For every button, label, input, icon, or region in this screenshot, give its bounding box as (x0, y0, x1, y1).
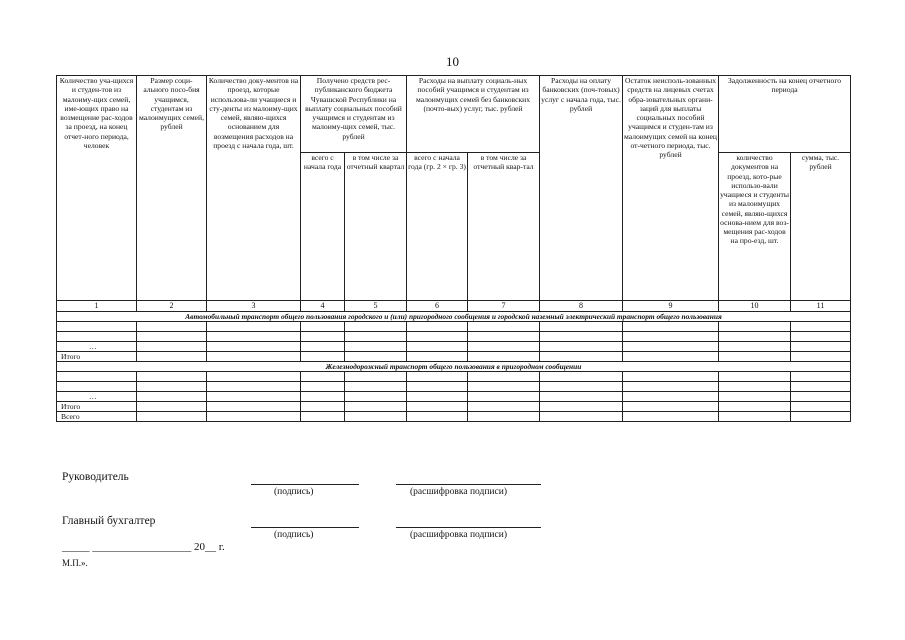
accountant-decode-line[interactable] (396, 527, 541, 528)
column-number: 6 (407, 301, 468, 312)
head-signature-line[interactable] (251, 484, 359, 485)
column-number: 5 (345, 301, 407, 312)
head-decode-caption: (расшифровка подписи) (410, 487, 507, 497)
column-number: 1 (57, 301, 137, 312)
header-col-4: всего с начала года (301, 153, 345, 301)
ellipsis: … (57, 342, 137, 352)
accountant-signature-line[interactable] (251, 527, 359, 528)
header-group-10-11: Задолженность на конец отчетного периода (719, 76, 851, 153)
table-row (57, 382, 851, 392)
head-signature-caption: (подпись) (274, 487, 314, 497)
header-col-9: Остаток неисполь-зованных средств на лицевых счетах обра-зовательных органи-заций для выплаты социальных пособий учащимся и студен-там из малоимущих семей на конец от-четного периода, тыс. рублей (623, 76, 719, 301)
table-row (57, 402, 851, 412)
header-group-6-7: Расходы на выплату социаль-ных пособий учащимся и студентам из малоимущих семей без банковских (почто-вых) услуг, тыс. рублей (407, 76, 540, 153)
header-col-5: в том числе за отчетный квартал (345, 153, 407, 301)
header-col-2: Размер соци-ального посо-бия учащимся, студентам из малоимущих семей, рублей (137, 76, 207, 301)
table-row (57, 342, 851, 352)
total-label: Итого (57, 402, 137, 412)
accountant-signature-caption: (подпись) (274, 530, 314, 540)
section-title-road-transport: Автомобильный транспорт общего пользования городского и (или) пригородного сообщения и городской наземный электрический транспорт общего пользования (57, 312, 851, 322)
column-numbers-row (57, 301, 851, 312)
grand-total-label: Всего (57, 412, 137, 422)
head-decode-line[interactable] (396, 484, 541, 485)
report-table (56, 75, 851, 422)
chief-accountant-label: Главный бухгалтер (62, 515, 156, 527)
table-row (57, 322, 851, 332)
column-number: 9 (623, 301, 719, 312)
column-number: 4 (301, 301, 345, 312)
section-title-rail-transport: Железнодорожный транспорт общего пользования в пригородном сообщении (57, 362, 851, 372)
header-group-4-5: Получено средств рес-публиканского бюджета Чувашской Республики на выплату социальных пособий учащимся и студентам из малоиму-щих семей, тыс. рублей (301, 76, 407, 153)
header-col-8: Расходы на оплату банковских (поч-товых) услуг с начала года, тыс. рублей (540, 76, 623, 301)
total-label: Итого (57, 352, 137, 362)
page-number: 10 (446, 54, 459, 69)
ellipsis: … (57, 392, 137, 402)
column-number: 7 (468, 301, 540, 312)
header-col-10: количество документов на проезд, кото-рые использо-вали учащиеся и студенты из малоимущих семей, являю-щихся основа-нием для воз-мещения рас-ходов на про-езд, шт. (719, 153, 791, 301)
column-number: 2 (137, 301, 207, 312)
header-col-1: Количество уча-щихся и студен-тов из малоиму-щих семей, име-ющих право на возмещение рас-ходов за проезд, на конец отчет-ного периода, человек (57, 76, 137, 301)
stamp-label: М.П.». (62, 558, 88, 568)
header-col-11: сумма, тыс. рублей (791, 153, 851, 301)
header-col-7: в том числе за отчетный квар-тал (468, 153, 540, 301)
table-row (57, 372, 851, 382)
column-number: 11 (791, 301, 851, 312)
table-row (57, 392, 851, 402)
header-col-6: всего с начала года (гр. 2 × гр. 3) (407, 153, 468, 301)
header-col-3: Количество доку-ментов на проезд, которые использова-ли учащиеся и сту-денты из малоиму-щих семей, являю-щихся основанием для возмещения расходов на проезд с начала года, шт. (207, 76, 301, 301)
column-number: 8 (540, 301, 623, 312)
table-row (57, 352, 851, 362)
column-number: 3 (207, 301, 301, 312)
accountant-decode-caption: (расшифровка подписи) (410, 530, 507, 540)
date-line: _____ __________________ 20__ г. (62, 541, 225, 553)
column-number: 10 (719, 301, 791, 312)
table-row (57, 332, 851, 342)
table-row (57, 412, 851, 422)
head-label: Руководитель (62, 471, 129, 483)
